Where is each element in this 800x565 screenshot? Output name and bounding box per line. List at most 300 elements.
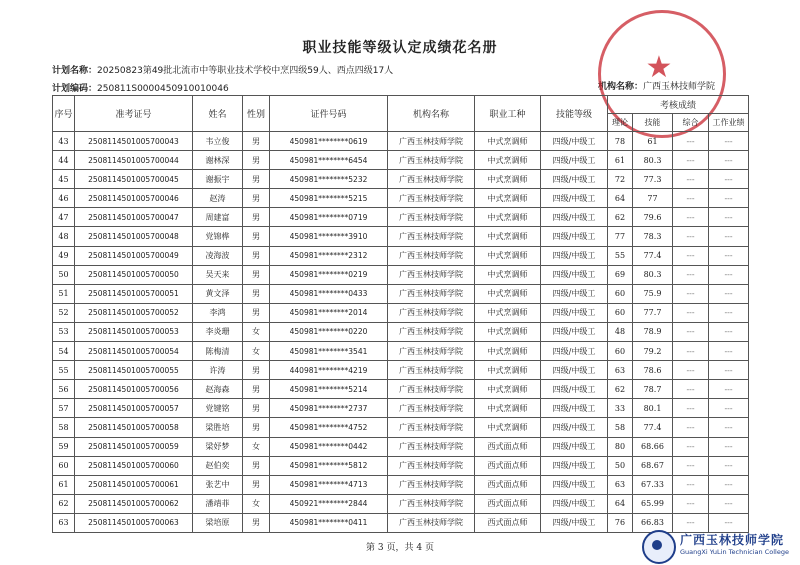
cell-job: 中式烹调师 [475,342,541,361]
cell-org: 广西玉林技师学院 [388,208,475,227]
cell-id-no: 450981********0619 [270,132,388,151]
cell-exam-no: 2508114501005700049 [75,246,193,265]
cell-id-no: 440981********4219 [270,361,388,380]
cell-name: 谢振宇 [193,170,243,189]
cell-comprehensive: --- [673,284,709,303]
cell-exam-no: 2508114501005700059 [75,437,193,456]
cell-theory: 48 [608,322,633,341]
cell-theory: 63 [608,361,633,380]
header-theory: 理论 [608,114,633,132]
cell-exam-no: 2508114501005700045 [75,170,193,189]
college-logo-name: 广西玉林技师学院 [680,533,785,547]
cell-work: --- [709,151,749,170]
score-roster-table [52,95,749,533]
page-number: 第 3 页，共 4 页 [366,543,434,553]
cell-org: 广西玉林技师学院 [388,380,475,399]
cell-comprehensive: --- [673,399,709,418]
cell-level: 四级/中级工 [541,265,608,284]
table-row [53,342,749,361]
cell-level: 四级/中级工 [541,399,608,418]
cell-name: 吴天来 [193,265,243,284]
cell-work: --- [709,322,749,341]
cell-org: 广西玉林技师学院 [388,456,475,475]
cell-comprehensive: --- [673,170,709,189]
cell-seq: 56 [53,380,75,399]
cell-work: --- [709,265,749,284]
cell-level: 四级/中级工 [541,132,608,151]
cell-job: 中式烹调师 [475,361,541,380]
cell-org: 广西玉林技师学院 [388,132,475,151]
cell-gender: 男 [243,265,270,284]
cell-gender: 男 [243,475,270,494]
cell-job: 西式面点师 [475,513,541,532]
cell-id-no: 450981********0411 [270,513,388,532]
table-row [53,380,749,399]
cell-comprehensive: --- [673,380,709,399]
cell-name: 梁胜培 [193,418,243,437]
cell-skill: 75.9 [633,284,673,303]
cell-skill: 80.1 [633,399,673,418]
plan-code-label: 计划编码： [52,84,98,94]
cell-skill: 78.6 [633,361,673,380]
header-exam-no: 准考证号 [75,96,193,132]
cell-exam-no: 2508114501005700043 [75,132,193,151]
cell-gender: 男 [243,418,270,437]
cell-gender: 男 [243,246,270,265]
cell-id-no: 450981********5232 [270,170,388,189]
cell-id-no: 450981********0220 [270,322,388,341]
cell-org: 广西玉林技师学院 [388,284,475,303]
cell-name: 黄文泽 [193,284,243,303]
header-skill: 技能 [633,114,673,132]
cell-level: 四级/中级工 [541,513,608,532]
cell-gender: 女 [243,494,270,513]
cell-comprehensive: --- [673,132,709,151]
cell-name: 梁妤梦 [193,437,243,456]
cell-theory: 62 [608,380,633,399]
cell-skill: 77.4 [633,418,673,437]
cell-name: 赵涛 [193,189,243,208]
cell-work: --- [709,170,749,189]
cell-work: --- [709,208,749,227]
cell-job: 中式烹调师 [475,189,541,208]
cell-work: --- [709,494,749,513]
cell-skill: 79.6 [633,208,673,227]
cell-theory: 60 [608,303,633,322]
cell-seq: 60 [53,456,75,475]
cell-level: 四级/中级工 [541,170,608,189]
cell-work: --- [709,380,749,399]
cell-id-no: 450981********2737 [270,399,388,418]
cell-exam-no: 2508114501005700057 [75,399,193,418]
cell-name: 赵伯奕 [193,456,243,475]
cell-skill: 77.4 [633,246,673,265]
header-name: 姓名 [193,96,243,132]
cell-comprehensive: --- [673,322,709,341]
header-seq: 序号 [53,96,75,132]
cell-level: 四级/中级工 [541,227,608,246]
cell-gender: 男 [243,303,270,322]
cell-seq: 49 [53,246,75,265]
cell-gender: 女 [243,437,270,456]
cell-seq: 51 [53,284,75,303]
cell-name: 李炎珊 [193,322,243,341]
cell-comprehensive: --- [673,303,709,322]
cell-exam-no: 2508114501005700051 [75,284,193,303]
cell-name: 许涛 [193,361,243,380]
cell-theory: 61 [608,151,633,170]
cell-theory: 50 [608,456,633,475]
cell-exam-no: 2508114501005700052 [75,303,193,322]
cell-seq: 53 [53,322,75,341]
cell-name: 党键铭 [193,399,243,418]
cell-id-no: 450981********5812 [270,456,388,475]
cell-exam-no: 2508114501005700062 [75,494,193,513]
cell-work: --- [709,361,749,380]
cell-work: --- [709,418,749,437]
table-row [53,189,749,208]
cell-gender: 男 [243,189,270,208]
cell-id-no: 450981********0719 [270,208,388,227]
cell-id-no: 450981********2312 [270,246,388,265]
cell-org: 广西玉林技师学院 [388,361,475,380]
cell-name: 李鸿 [193,303,243,322]
table-row [53,227,749,246]
cell-level: 四级/中级工 [541,380,608,399]
cell-name: 周建富 [193,208,243,227]
cell-comprehensive: --- [673,265,709,284]
cell-work: --- [709,456,749,475]
cell-gender: 男 [243,170,270,189]
cell-exam-no: 2508114501005700054 [75,342,193,361]
cell-work: --- [709,475,749,494]
cell-skill: 77 [633,189,673,208]
cell-gender: 男 [243,380,270,399]
table-row [53,494,749,513]
cell-comprehensive: --- [673,227,709,246]
cell-theory: 78 [608,132,633,151]
cell-job: 中式烹调师 [475,399,541,418]
cell-gender: 男 [243,227,270,246]
cell-skill: 68.66 [633,437,673,456]
cell-job: 西式面点师 [475,475,541,494]
cell-gender: 男 [243,513,270,532]
cell-name: 谢林深 [193,151,243,170]
plan-name-label: 计划名称： [52,66,98,76]
header-gender: 性别 [243,96,270,132]
cell-name: 潘靖菲 [193,494,243,513]
cell-exam-no: 2508114501005700058 [75,418,193,437]
table-row [53,418,749,437]
cell-theory: 64 [608,494,633,513]
org-name [598,79,715,92]
cell-skill: 78.9 [633,322,673,341]
cell-org: 广西玉林技师学院 [388,170,475,189]
cell-org: 广西玉林技师学院 [388,342,475,361]
table-row [53,322,749,341]
cell-gender: 女 [243,342,270,361]
cell-name: 党锦桦 [193,227,243,246]
cell-seq: 61 [53,475,75,494]
table-row [53,265,749,284]
cell-comprehensive: --- [673,151,709,170]
college-emblem-icon [642,530,676,564]
org-name-label: 机构名称： [598,82,644,92]
cell-seq: 52 [53,303,75,322]
cell-id-no: 450981********2014 [270,303,388,322]
cell-work: --- [709,132,749,151]
cell-org: 广西玉林技师学院 [388,494,475,513]
cell-gender: 男 [243,132,270,151]
cell-seq: 45 [53,170,75,189]
cell-skill: 66.83 [633,513,673,532]
cell-id-no: 450981********3541 [270,342,388,361]
cell-org: 广西玉林技师学院 [388,189,475,208]
cell-id-no: 450981********0433 [270,284,388,303]
cell-level: 四级/中级工 [541,342,608,361]
cell-gender: 男 [243,361,270,380]
cell-skill: 65.99 [633,494,673,513]
cell-theory: 55 [608,246,633,265]
cell-theory: 60 [608,342,633,361]
cell-org: 广西玉林技师学院 [388,418,475,437]
table-row [53,170,749,189]
cell-level: 四级/中级工 [541,322,608,341]
cell-theory: 64 [608,189,633,208]
cell-gender: 男 [243,284,270,303]
cell-exam-no: 2508114501005700046 [75,189,193,208]
cell-name: 陈梅清 [193,342,243,361]
cell-seq: 55 [53,361,75,380]
page-title: 职业技能等级认定成绩花名册 [302,40,498,56]
cell-work: --- [709,513,749,532]
cell-job: 中式烹调师 [475,303,541,322]
cell-exam-no: 2508114501005700050 [75,265,193,284]
cell-name: 赵海森 [193,380,243,399]
cell-id-no: 450981********4713 [270,475,388,494]
cell-id-no: 450981********5215 [270,189,388,208]
table-row [53,361,749,380]
cell-comprehensive: --- [673,475,709,494]
cell-seq: 46 [53,189,75,208]
cell-skill: 80.3 [633,151,673,170]
cell-seq: 54 [53,342,75,361]
table-row [53,151,749,170]
cell-theory: 62 [608,208,633,227]
cell-exam-no: 2508114501005700063 [75,513,193,532]
cell-theory: 69 [608,265,633,284]
cell-theory: 72 [608,170,633,189]
cell-skill: 61 [633,132,673,151]
cell-seq: 48 [53,227,75,246]
cell-theory: 80 [608,437,633,456]
cell-gender: 男 [243,456,270,475]
cell-seq: 58 [53,418,75,437]
cell-comprehensive: --- [673,494,709,513]
cell-seq: 47 [53,208,75,227]
cell-exam-no: 2508114501005700061 [75,475,193,494]
cell-org: 广西玉林技师学院 [388,246,475,265]
header-job: 职业工种 [475,96,541,132]
cell-exam-no: 2508114501005700056 [75,380,193,399]
cell-comprehensive: --- [673,456,709,475]
header-scores: 考核成绩 [608,96,749,114]
header-level: 技能等级 [541,96,608,132]
cell-id-no: 450981********0219 [270,265,388,284]
table-row [53,303,749,322]
cell-name: 凌海波 [193,246,243,265]
cell-id-no: 450981********6454 [270,151,388,170]
cell-level: 四级/中级工 [541,456,608,475]
table-row [53,437,749,456]
cell-seq: 44 [53,151,75,170]
cell-skill: 80.3 [633,265,673,284]
cell-skill: 68.67 [633,456,673,475]
header-row [53,96,749,114]
plan-code-value: 250811S0000450910010046 [97,84,229,94]
cell-job: 西式面点师 [475,437,541,456]
cell-skill: 77.3 [633,170,673,189]
table-row [53,475,749,494]
cell-skill: 79.2 [633,342,673,361]
cell-level: 四级/中级工 [541,151,608,170]
cell-level: 四级/中级工 [541,189,608,208]
cell-comprehensive: --- [673,418,709,437]
cell-name: 张艺中 [193,475,243,494]
cell-comprehensive: --- [673,189,709,208]
cell-skill: 77.7 [633,303,673,322]
cell-job: 中式烹调师 [475,246,541,265]
cell-gender: 男 [243,208,270,227]
cell-org: 广西玉林技师学院 [388,513,475,532]
table-row [53,208,749,227]
cell-org: 广西玉林技师学院 [388,437,475,456]
cell-comprehensive: --- [673,513,709,532]
cell-gender: 男 [243,151,270,170]
cell-level: 四级/中级工 [541,437,608,456]
cell-org: 广西玉林技师学院 [388,151,475,170]
cell-org: 广西玉林技师学院 [388,227,475,246]
cell-work: --- [709,399,749,418]
cell-id-no: 450921********2844 [270,494,388,513]
cell-seq: 43 [53,132,75,151]
header-id-no: 证件号码 [270,96,388,132]
header-org: 机构名称 [388,96,475,132]
cell-theory: 63 [608,475,633,494]
cell-comprehensive: --- [673,208,709,227]
cell-level: 四级/中级工 [541,246,608,265]
cell-work: --- [709,246,749,265]
header-comprehensive: 综合 [673,114,709,132]
cell-gender: 男 [243,399,270,418]
table-row [53,132,749,151]
cell-job: 中式烹调师 [475,322,541,341]
cell-exam-no: 2508114501005700060 [75,456,193,475]
cell-exam-no: 2508114501005700044 [75,151,193,170]
cell-skill: 67.33 [633,475,673,494]
cell-org: 广西玉林技师学院 [388,265,475,284]
cell-theory: 60 [608,284,633,303]
cell-theory: 76 [608,513,633,532]
cell-seq: 63 [53,513,75,532]
plan-code [52,81,229,94]
cell-level: 四级/中级工 [541,361,608,380]
cell-work: --- [709,284,749,303]
cell-job: 西式面点师 [475,456,541,475]
cell-level: 四级/中级工 [541,284,608,303]
cell-seq: 59 [53,437,75,456]
cell-id-no: 450981********4752 [270,418,388,437]
cell-work: --- [709,437,749,456]
cell-org: 广西玉林技师学院 [388,475,475,494]
cell-level: 四级/中级工 [541,418,608,437]
cell-comprehensive: --- [673,437,709,456]
cell-job: 中式烹调师 [475,132,541,151]
cell-skill: 78.7 [633,380,673,399]
cell-org: 广西玉林技师学院 [388,322,475,341]
header-work: 工作业绩 [709,114,749,132]
cell-exam-no: 2508114501005700048 [75,227,193,246]
plan-name [52,63,393,76]
cell-org: 广西玉林技师学院 [388,399,475,418]
cell-id-no: 450981********0442 [270,437,388,456]
seal-star-icon: ★ [645,50,673,85]
cell-theory: 77 [608,227,633,246]
college-logo-english: GuangXi YuLin Technician College [680,548,789,556]
cell-exam-no: 2508114501005700053 [75,322,193,341]
cell-job: 中式烹调师 [475,227,541,246]
cell-work: --- [709,189,749,208]
cell-level: 四级/中级工 [541,208,608,227]
cell-theory: 58 [608,418,633,437]
table-row [53,399,749,418]
cell-exam-no: 2508114501005700055 [75,361,193,380]
cell-seq: 50 [53,265,75,284]
cell-org: 广西玉林技师学院 [388,303,475,322]
cell-skill: 78.3 [633,227,673,246]
cell-job: 中式烹调师 [475,170,541,189]
cell-id-no: 450981********3910 [270,227,388,246]
cell-job: 中式烹调师 [475,380,541,399]
plan-name-value: 20250823第49批北流市中等职业技术学校中烹四级59人、西点四级17人 [97,66,394,76]
cell-seq: 62 [53,494,75,513]
cell-seq: 57 [53,399,75,418]
cell-work: --- [709,227,749,246]
org-name-value: 广西玉林技师学院 [643,82,716,92]
cell-comprehensive: --- [673,361,709,380]
cell-name: 韦立俊 [193,132,243,151]
cell-job: 中式烹调师 [475,208,541,227]
cell-job: 中式烹调师 [475,265,541,284]
cell-theory: 33 [608,399,633,418]
college-logo [640,528,800,564]
cell-job: 中式烹调师 [475,151,541,170]
cell-work: --- [709,303,749,322]
cell-work: --- [709,342,749,361]
cell-name: 梁培原 [193,513,243,532]
cell-level: 四级/中级工 [541,475,608,494]
cell-job: 西式面点师 [475,494,541,513]
cell-job: 中式烹调师 [475,284,541,303]
table-row [53,246,749,265]
cell-level: 四级/中级工 [541,303,608,322]
cell-exam-no: 2508114501005700047 [75,208,193,227]
cell-gender: 女 [243,322,270,341]
table-row [53,284,749,303]
cell-job: 中式烹调师 [475,418,541,437]
cell-level: 四级/中级工 [541,494,608,513]
cell-id-no: 450981********5214 [270,380,388,399]
